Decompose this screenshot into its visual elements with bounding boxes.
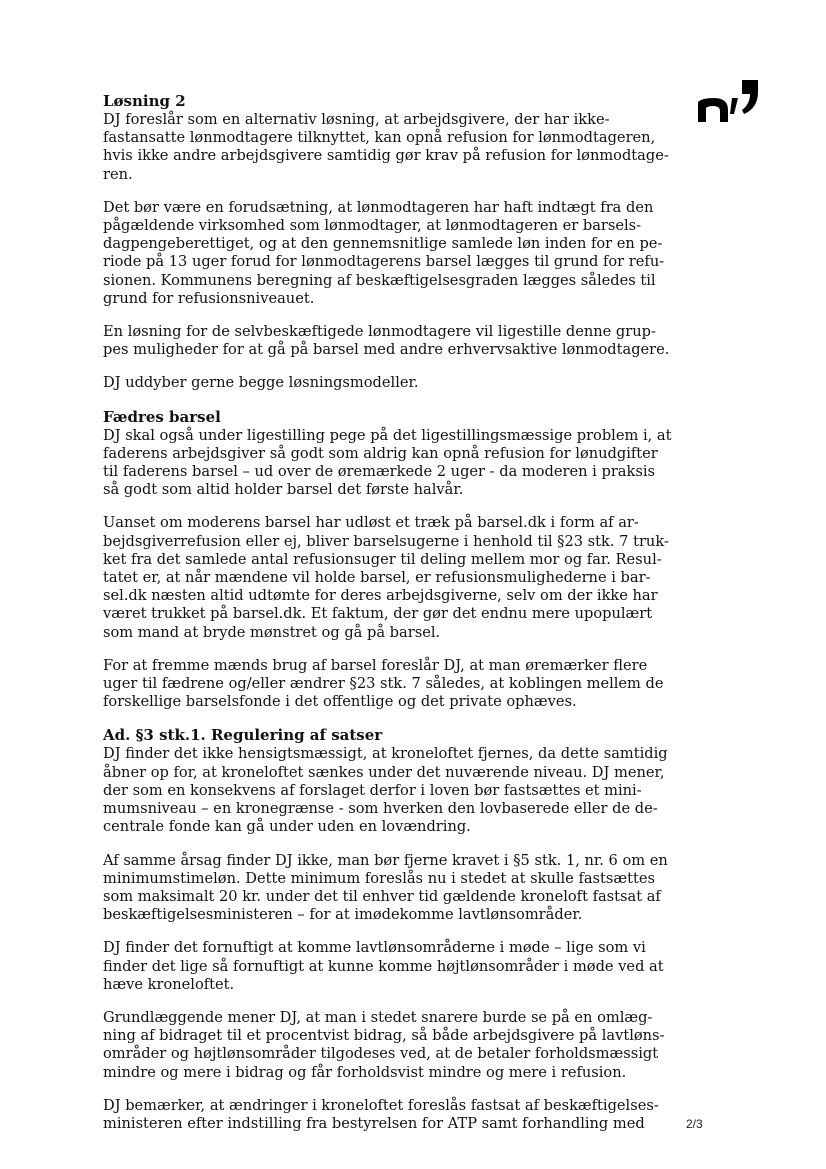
text-line: til faderens barsel – ud over de øremærkede 2 uger - da moderen i praksis (103, 463, 655, 481)
text-line: tatet er, at når mændene vil holde barsel, er refusionsmulighederne i bar- (103, 569, 651, 587)
text-line: dagpengeberettiget, og at den gennemsnitlige samlede løn inden for en pe- (103, 235, 663, 253)
text-line: faderens arbejdsgiver så godt som aldrig kan opnå refusion for lønudgifter (103, 444, 658, 462)
text-line: uger til fædrene og/eller ændrer §23 stk. 7 således, at koblingen mellem de (103, 675, 664, 693)
text-line: Det bør være en forudsætning, at lønmodtageren har haft indtægt fra den (103, 198, 654, 216)
text-line: forskellige barselsfonde i det offentlige og det private ophæves. (103, 693, 577, 711)
text-line: minimumstimeløn. Dette minimum foreslås nu i stedet at skulle fastsættes (103, 869, 655, 887)
text-line: ning af bidraget til et procentvist bidrag, så både arbejdsgivere på lavtløns- (103, 1027, 665, 1045)
text-line: centrale fonde kan gå under uden en lovændring. (103, 818, 471, 836)
text-line: mumsniveau – en kronegrænse - som hverken den lovbaserede eller de de- (103, 800, 658, 818)
paragraph (103, 514, 669, 641)
text-line: som maksimalt 20 kr. under det til enhver tid gældende kroneloft fastsat af (103, 887, 661, 905)
text-line: DJ skal også under ligestilling pege på det ligestillingsmæssige problem i, at (103, 426, 672, 444)
text-line: hvis ikke andre arbejdsgivere samtidig gør krav på refusion for lønmodtage- (103, 147, 669, 165)
page-number: 2/3 (686, 1117, 703, 1131)
text-line: som mand at bryde mønstret og gå på barsel. (103, 623, 441, 641)
text-line: sionen. Kommunens beregning af beskæftigelsesgraden lægges således til (103, 271, 656, 289)
text-line: En løsning for de selvbeskæftigede lønmodtagere vil ligestille denne grup- (103, 323, 656, 341)
text-line: været trukket på barsel.dk. Et faktum, der gør det endnu mere upopulært (103, 605, 653, 623)
text-line: hæve kroneloftet. (103, 975, 235, 993)
text-line: pågældende virksomhed som lønmodtager, at lønmodtageren er barsels- (103, 217, 642, 235)
section-heading: Løsning 2 (103, 92, 186, 110)
paragraph (103, 656, 664, 712)
section-heading: Ad. §3 stk.1. Regulering af satser (103, 726, 383, 745)
text-line: ministeren efter indstilling fra bestyrelsen for ATP samt forhandling med (103, 1114, 645, 1132)
text-line: fastansatte lønmodtagere tilknyttet, kan opnå refusion for lønmodtageren, (103, 129, 656, 147)
text-line: så godt som altid holder barsel det første halvår. (103, 481, 464, 499)
document-body (103, 92, 672, 1148)
paragraph (103, 851, 668, 925)
text-line: der som en konsekvens af forslaget derfor i loven bør fastsættes et mini- (103, 781, 642, 799)
text-line: DJ uddyber gerne begge løsningsmodeller. (103, 374, 419, 392)
text-line: åbner op for, at kroneloftet sænkes under det nuværende niveau. DJ mener, (103, 763, 665, 781)
text-line: DJ bemærker, at ændringer i kroneloftet foreslås fastsat af beskæftigelses- (103, 1096, 659, 1114)
paragraph (103, 198, 665, 308)
paragraph (103, 939, 664, 994)
text-line: pes muligheder for at gå på barsel med andre erhvervsaktive lønmodtagere. (103, 341, 670, 359)
paragraph (103, 92, 669, 184)
paragraph (103, 323, 670, 359)
paragraph (103, 407, 672, 500)
text-line: områder og højtlønsområder tilgodeses ved, at de betaler forholdsmæssigt (103, 1045, 659, 1063)
paragraph (103, 1096, 659, 1133)
text-line: ren. (103, 165, 133, 183)
text-line: bejdsgiverrefusion eller ej, bliver barselsugerne i henhold til §23 stk. 7 truk- (103, 532, 669, 550)
text-line: beskæftigelsesministeren – for at imødekomme lavtlønsområder. (103, 906, 583, 924)
text-line: For at fremme mænds brug af barsel foreslår DJ, at man øremærker flere (103, 656, 648, 674)
text-line: Grundlæggende mener DJ, at man i stedet snarere burde se på en omlæg- (103, 1008, 653, 1026)
text-line: Uanset om moderens barsel har udløst et træk på barsel.dk i form af ar- (103, 514, 639, 532)
text-line: DJ finder det ikke hensigtsmæssigt, at kroneloftet fjernes, da dette samtidig (103, 745, 668, 763)
organization-logo (698, 78, 760, 124)
text-line: DJ finder det fornuftigt at komme lavtlønsområderne i møde – lige som vi (103, 939, 646, 957)
text-line: finder det lige så fornuftigt at kunne komme højtlønsområder i møde ved at (103, 957, 664, 975)
text-line: ket fra det samlede antal refusionsuger til deling mellem mor og far. Resul- (103, 550, 662, 568)
text-line: sel.dk næsten altid udtømte for deres arbejdsgiverne, selv om der ikke har (103, 587, 658, 605)
text-line: mindre og mere i bidrag og får forholdsvist mindre og mere i refusion. (103, 1063, 627, 1081)
text-line: grund for refusionsniveauet. (103, 289, 315, 307)
text-line: riode på 13 uger forud for lønmodtagerens barsel lægges til grund for refu- (103, 253, 665, 271)
section-heading: Fædres barsel (103, 407, 221, 426)
paragraph (103, 374, 623, 392)
text-line: Af samme årsag finder DJ ikke, man bør fjerne kravet i §5 stk. 1, nr. 6 om en (103, 851, 668, 869)
paragraph (103, 1008, 665, 1082)
paragraph (103, 726, 668, 836)
text-line: DJ foreslår som en alternativ løsning, at arbejdsgivere, der har ikke- (103, 111, 610, 128)
